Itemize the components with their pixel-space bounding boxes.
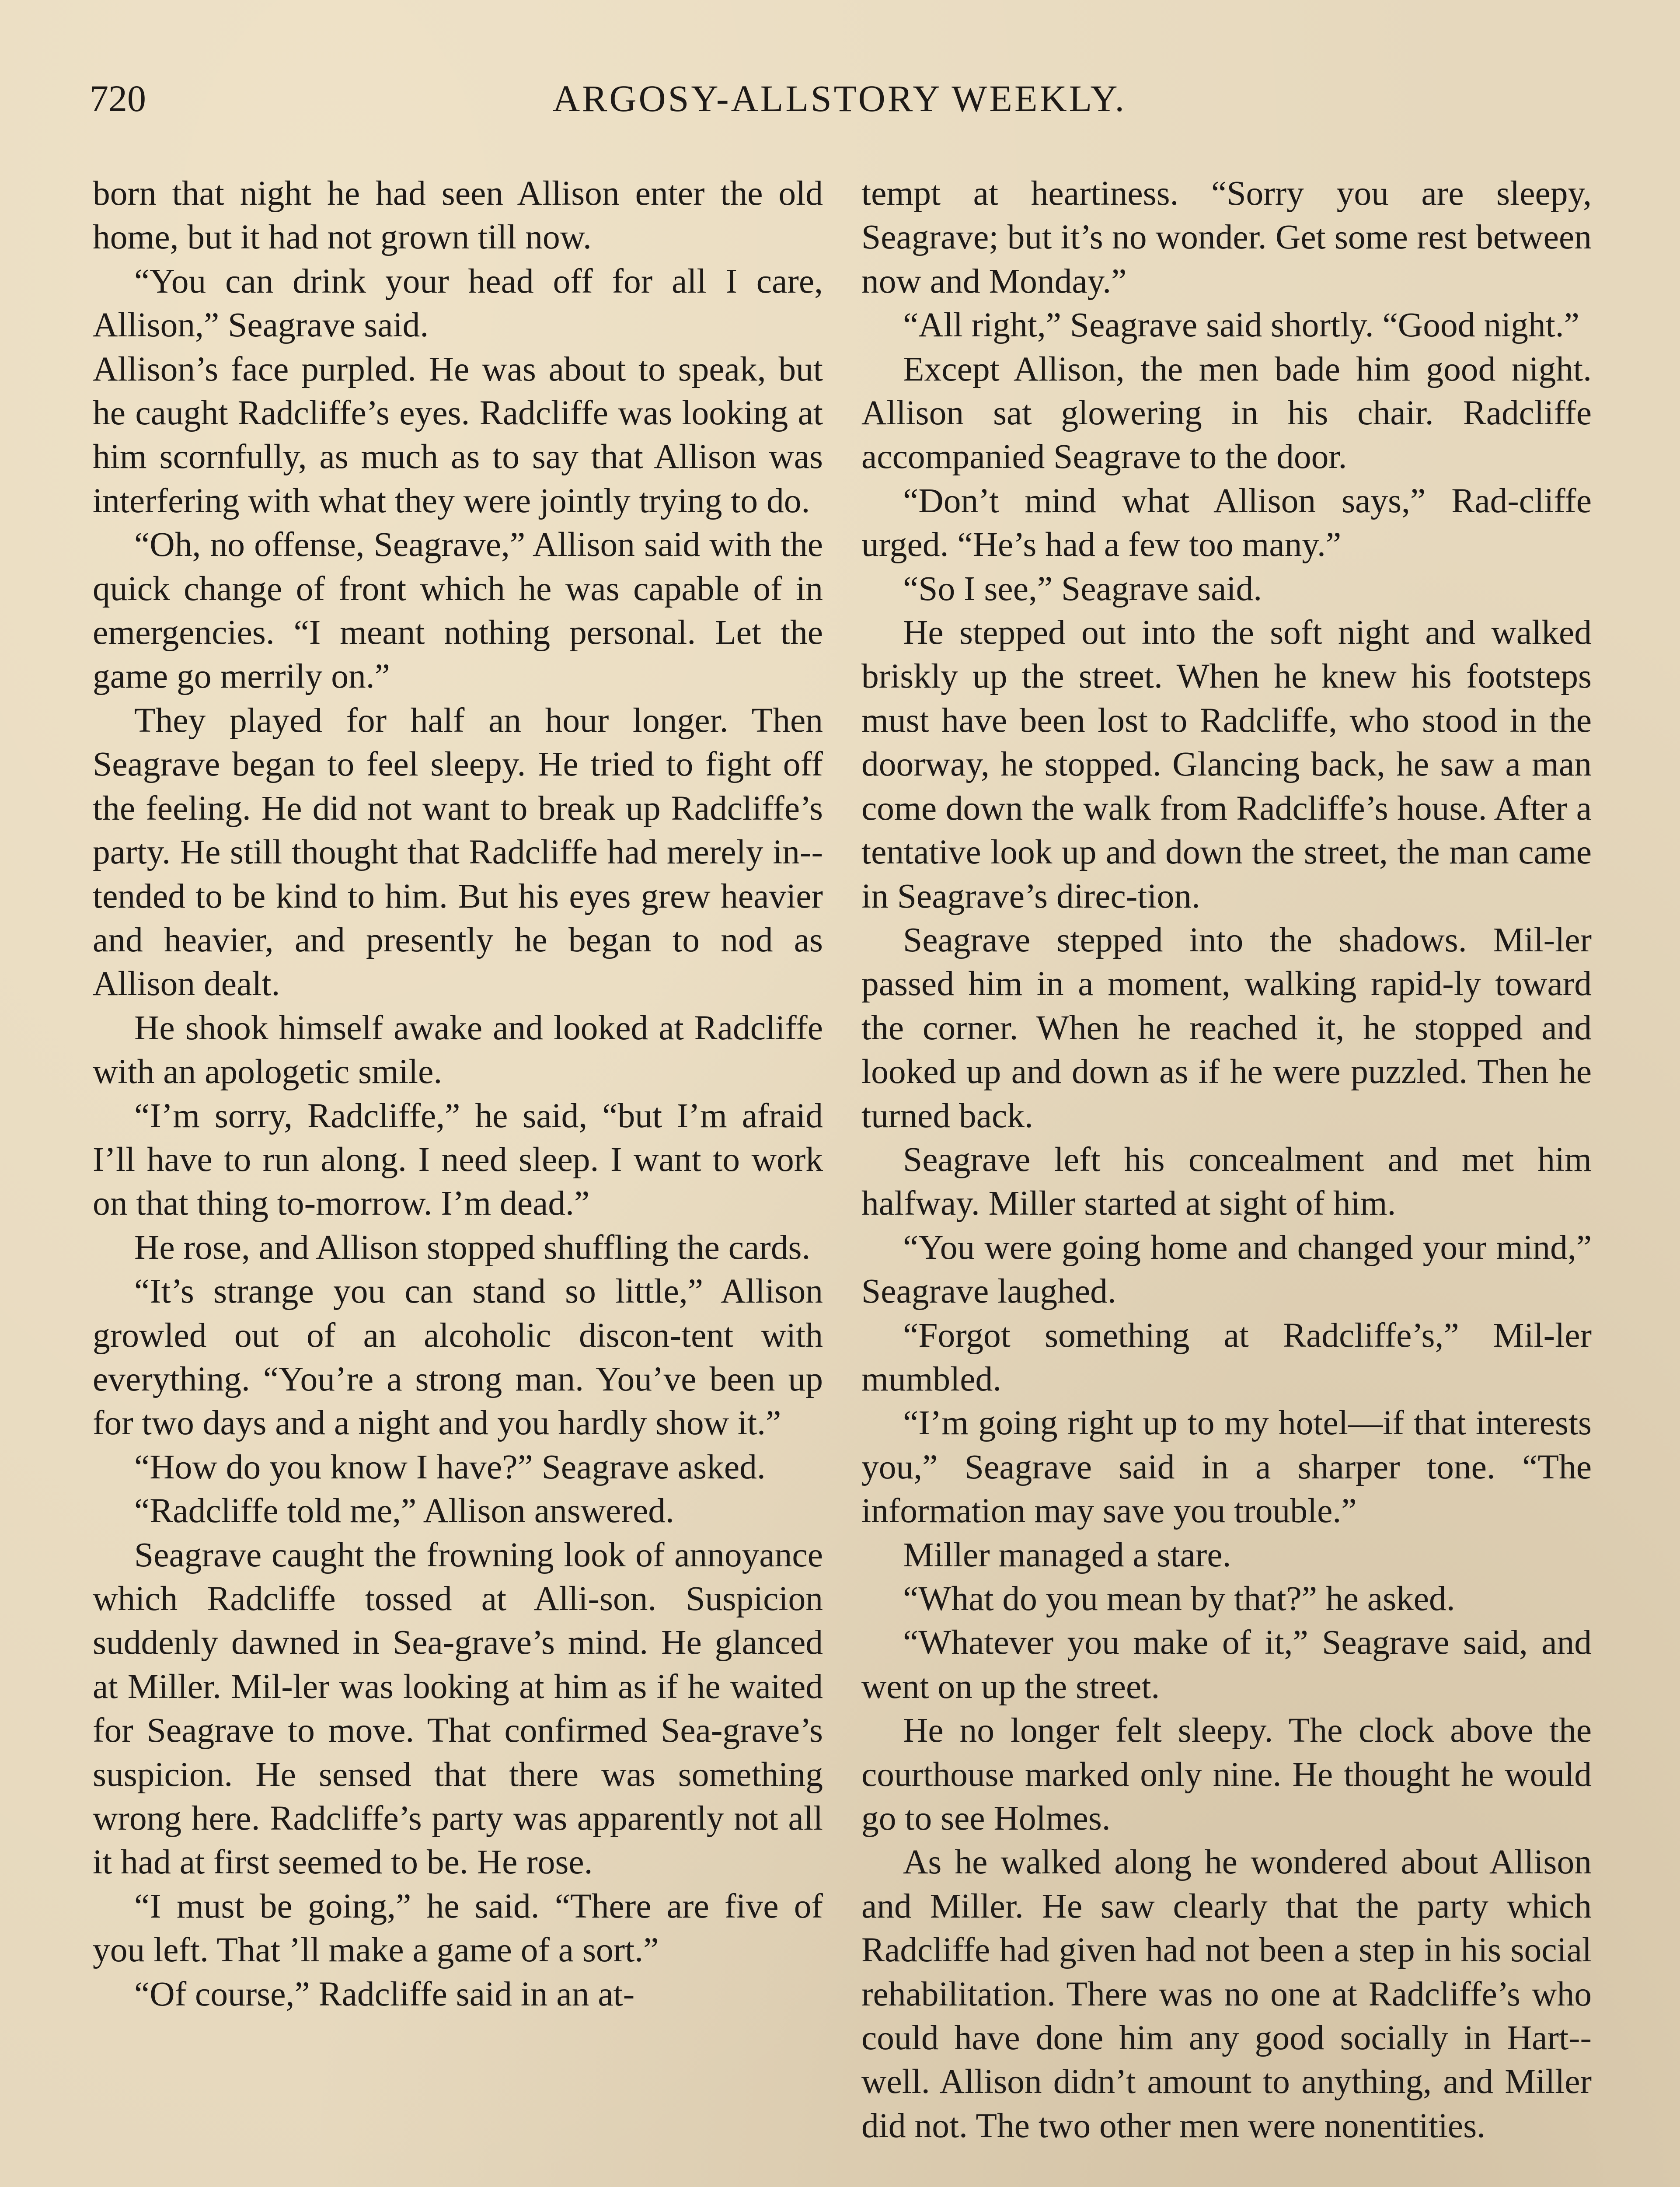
- paragraph: “I’m going right up to my hotel—if that interests you,” Seagrave said in a sharper tone. “The information may save you trouble.”: [861, 1404, 1592, 1530]
- paragraph: “So I see,” Seagrave said.: [903, 569, 1262, 608]
- paragraph: Miller managed a stare.: [903, 1535, 1231, 1574]
- paragraph: Seagrave left his concealment and met him halfway. Miller started at sight of him.: [861, 1140, 1592, 1223]
- paragraph: born that night he had seen Allison enter the old home, but it had not grown till now.: [93, 174, 823, 257]
- paragraph: “What do you mean by that?” he asked.: [903, 1579, 1455, 1618]
- paragraph: “Whatever you make of it,” Seagrave said, and went on up the street.: [861, 1623, 1592, 1706]
- paragraph: “I must be going,” he said. “There are five of you left. That ’ll make a game of a sort.”: [93, 1887, 823, 1970]
- paragraph: He no longer felt sleepy. The clock above the courthouse marked only nine. He thought he would go to see Holmes.: [861, 1711, 1592, 1838]
- paragraph: “Radcliffe told me,” Allison answered.: [134, 1492, 674, 1530]
- paragraph: “You can drink your head off for all I care, Allison,” Seagrave said.: [93, 262, 823, 345]
- paragraph: “It’s strange you can stand so little,” Allison growled out of an alcoholic discon-tent with everything. “You’re a strong man. You’ve been up for two days and a night and you hardly show it.”: [93, 1272, 823, 1443]
- paragraph: “You were going home and changed your mind,” Seagrave laughed.: [861, 1228, 1592, 1311]
- paragraph: “Of course,” Radcliffe said in an at-: [134, 1974, 635, 2013]
- paragraph: He rose, and Allison stopped shuffling the cards.: [134, 1228, 811, 1267]
- running-title: ARGOSY-ALLSTORY WEEKLY.: [552, 77, 1127, 119]
- left-text-column: [93, 171, 823, 2016]
- paragraph: tempt at heartiness. “Sorry you are sleepy, Seagrave; but it’s no wonder. Get some rest between now and Monday.”: [861, 174, 1592, 300]
- paragraph: “Oh, no offense, Seagrave,” Allison said with the quick change of front which he was capable of in emergencies. “I meant nothing personal. Let the game go merrily on.”: [93, 525, 823, 696]
- paragraph: He shook himself awake and looked at Radcliffe with an apologetic smile.: [93, 1008, 823, 1091]
- paragraph: “I’m sorry, Radcliffe,” he said, “but I’m afraid I’ll have to run along. I need sleep. I want to work on that thing to-morrow. I’m dead.”: [93, 1096, 823, 1223]
- paragraph: Seagrave stepped into the shadows. Mil-ler passed him in a moment, walking rapid-ly toward the corner. When he reached it, he stopped and looked up and down as if he were puzzled. Then he turned back.: [861, 920, 1592, 1135]
- paragraph: As he walked along he wondered about Allison and Miller. He saw clearly that the party which Radcliffe had given had not been a step in his social rehabilitation. There was no one at Radcliffe’s who could have done him any good socially in Hart-well. Allison didn’t amount to anything, and Miller did not. The two other men were nonentities.: [861, 1843, 1592, 2145]
- paragraph: He stepped out into the soft night and walked briskly up the street. When he knew his footsteps must have been lost to Radcliffe, who stood in the doorway, he stopped. Glancing back, he saw a man come down the walk from Radcliffe’s house. After a tentative look up and down the street, the man came in Seagrave’s direc-tion.: [861, 613, 1592, 915]
- page-header: [90, 74, 1589, 136]
- paragraph: Allison’s face purpled. He was about to speak, but he caught Radcliffe’s eyes. Radcliffe was looking at him scornfully, as much as to say that Allison was interfering with what they were jointly trying to do.: [93, 349, 823, 520]
- paragraph: “All right,” Seagrave said shortly. “Good night.”: [903, 306, 1579, 345]
- paragraph: “How do you know I have?” Seagrave asked.: [134, 1447, 766, 1486]
- page-number: 720: [90, 77, 146, 119]
- paragraph: “Forgot something at Radcliffe’s,” Mil-ler mumbled.: [861, 1316, 1592, 1398]
- right-text-column: [861, 171, 1592, 2148]
- paragraph: Seagrave caught the frowning look of annoyance which Radcliffe tossed at Alli-son. Suspicion suddenly dawned in Sea-grave’s mind. He glanced at Miller. Mil-ler was looking at him as if he waited for Seagrave to move. That confirmed Sea-grave’s suspicion. He sensed that there was something wrong here. Radcliffe’s party was apparently not all it had at first seemed to be. He rose.: [93, 1535, 823, 1882]
- paragraph: Except Allison, the men bade him good night. Allison sat glowering in his chair. Radcliffe accompanied Seagrave to the door.: [861, 349, 1592, 476]
- paragraph: “Don’t mind what Allison says,” Rad-cliffe urged. “He’s had a few too many.”: [861, 481, 1592, 564]
- paragraph: They played for half an hour longer. Then Seagrave began to feel sleepy. He tried to fight off the feeling. He did not want to break up Radcliffe’s party. He still thought that Radcliffe had merely in-tended to be kind to him. But his eyes grew heavier and heavier, and presently he began to nod as Allison dealt.: [93, 701, 823, 1003]
